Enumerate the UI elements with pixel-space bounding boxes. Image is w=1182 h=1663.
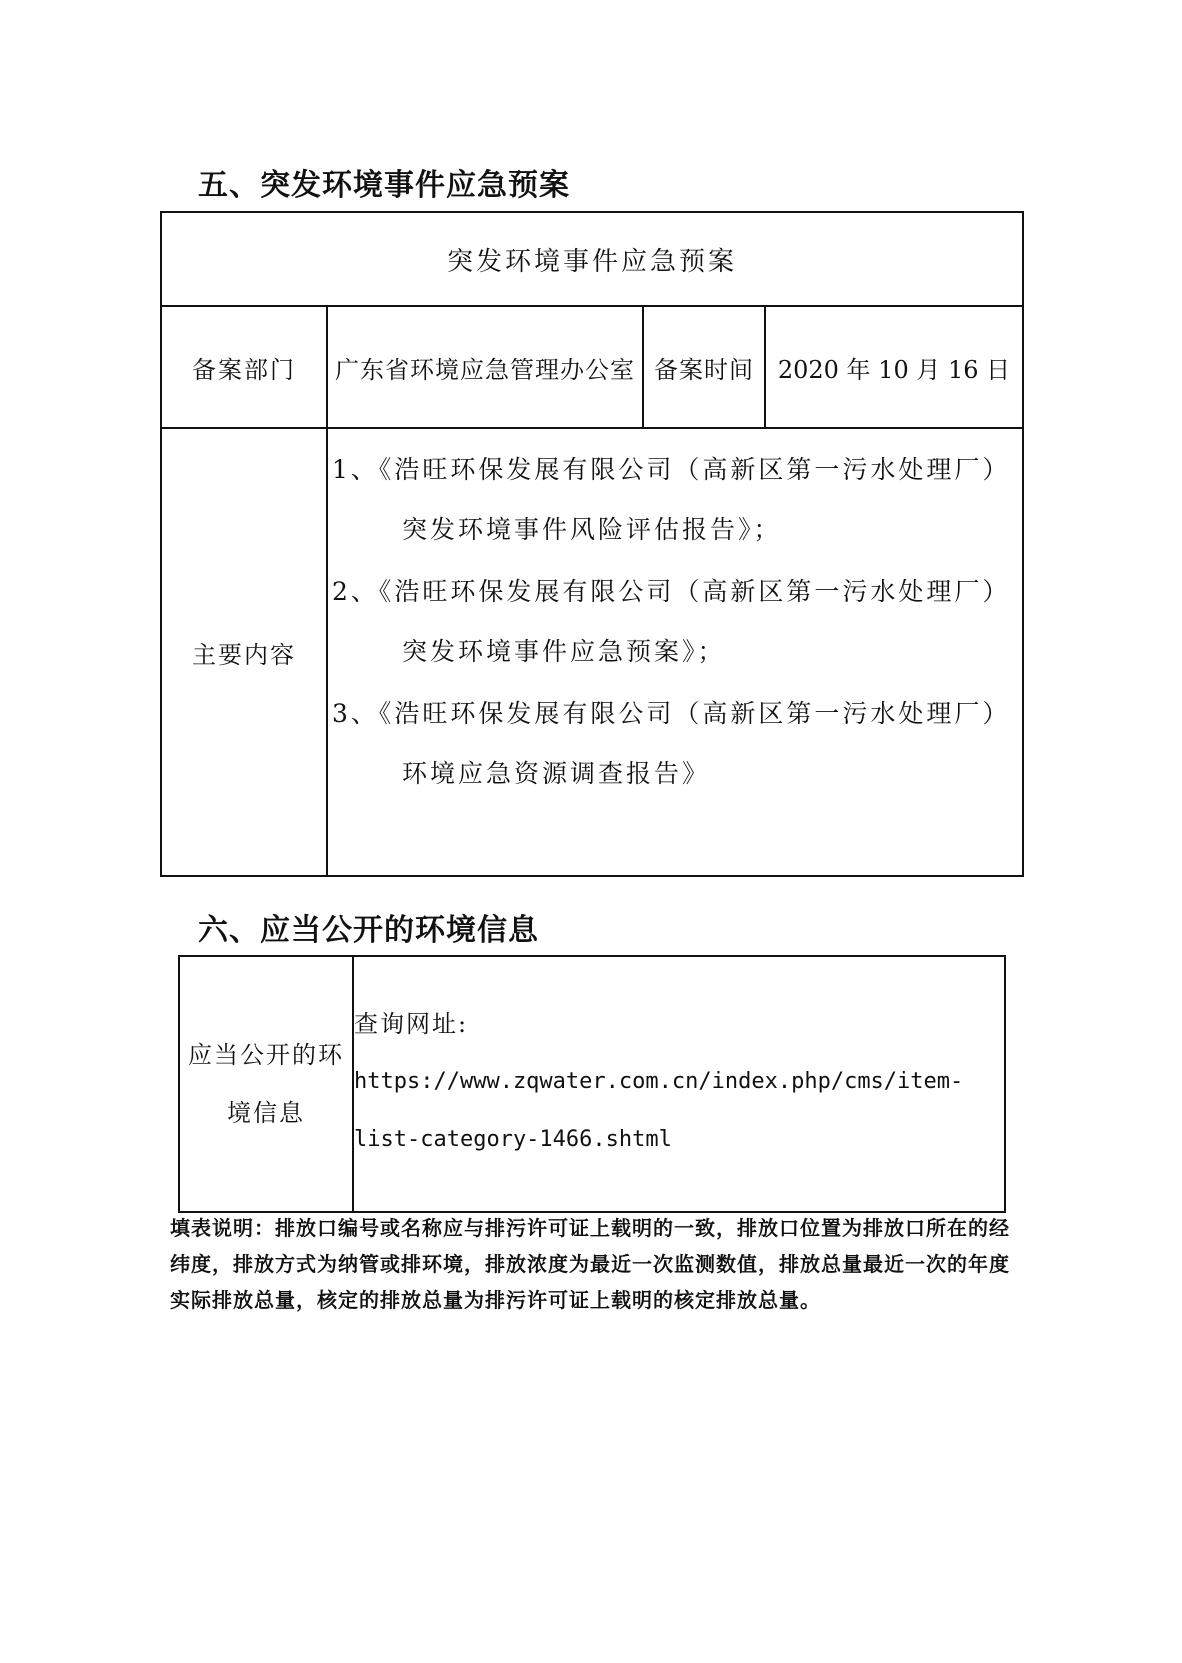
url-line2: list-category-1466.shtml [354, 1127, 672, 1152]
public-info-label-line2: 境信息 [227, 1099, 305, 1127]
list-item-line1: 2、《浩旺环保发展有限公司（高新区第一污水处理厂） [332, 577, 1011, 606]
query-label: 查询网址: [354, 1010, 469, 1038]
dept-value: 广东省环境应急管理办公室 [327, 306, 643, 428]
time-label: 备案时间 [643, 306, 765, 428]
public-info-label [179, 956, 353, 1212]
content-list [327, 428, 1023, 876]
list-item [328, 573, 1022, 671]
content-label: 主要内容 [161, 428, 327, 876]
list-item-line2: 环境应急资源调查报告》 [402, 759, 711, 788]
emergency-plan-table [160, 211, 1024, 877]
public-info-url-cell [353, 956, 1005, 1212]
section6-heading: 六、应当公开的环境信息 [198, 913, 539, 948]
list-item [328, 451, 1022, 549]
fill-instructions: 填表说明：排放口编号或名称应与排污许可证上载明的一致，排放口位置为排放口所在的经纬度，排放方式为纳管或排环境，排放浓度为最近一次监测数值，排放总量最近一次的年度实际排放总量，核定的排放总量为排污许可证上载明的核定排放总量。 [170, 1216, 1010, 1312]
public-info-table [178, 955, 1006, 1213]
table-title: 突发环境事件应急预案 [161, 212, 1023, 306]
list-item [328, 695, 1022, 793]
list-item-line2: 突发环境事件风险评估报告》； [402, 515, 782, 544]
time-value: 2020 年 10 月 16 日 [765, 306, 1023, 428]
section5-heading: 五、突发环境事件应急预案 [198, 168, 570, 203]
list-item-line1: 3、《浩旺环保发展有限公司（高新区第一污水处理厂） [332, 699, 1011, 728]
public-info-label-line1: 应当公开的环 [188, 1041, 344, 1069]
url-line1: https://www.zqwater.com.cn/index.php/cms/item- [354, 1069, 964, 1094]
list-item-line1: 1、《浩旺环保发展有限公司（高新区第一污水处理厂） [332, 455, 1011, 484]
dept-label: 备案部门 [161, 306, 327, 428]
list-item-line2: 突发环境事件应急预案》； [402, 637, 726, 666]
